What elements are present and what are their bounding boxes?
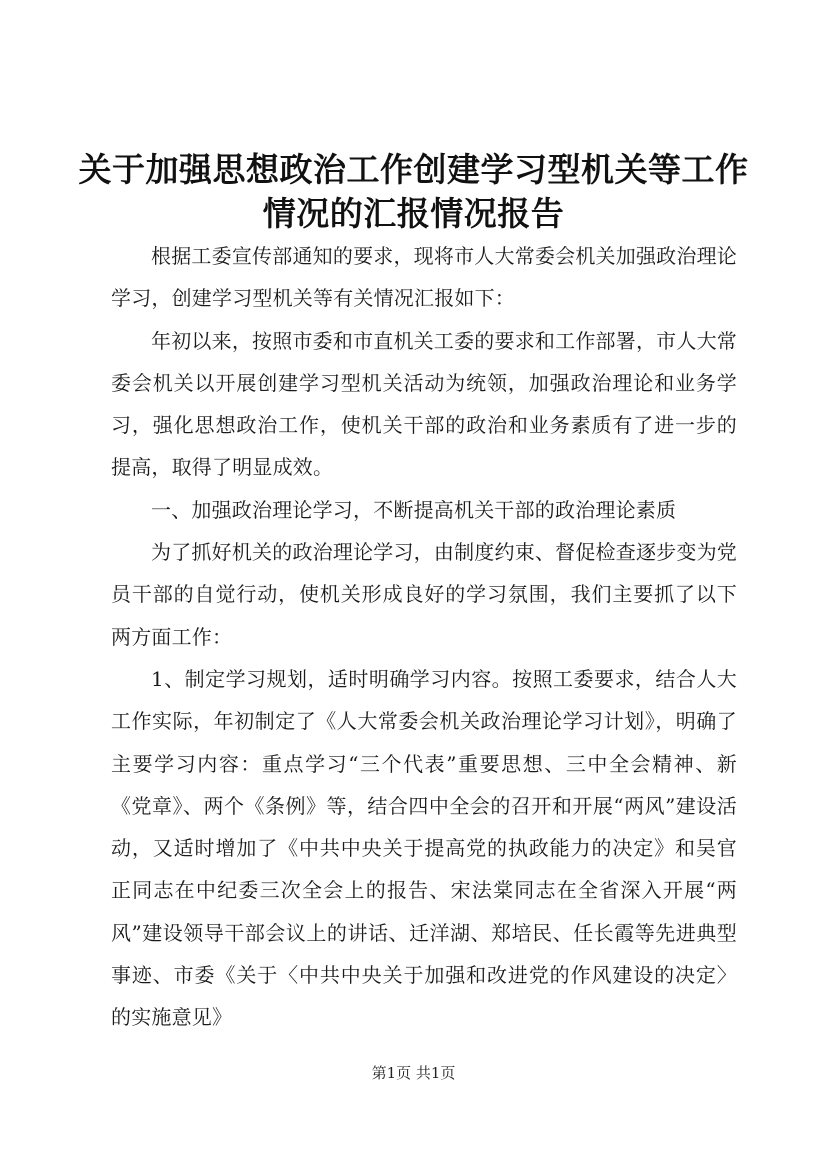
- document-title: [60, 148, 767, 236]
- paragraph-overview: 年初以来，按照市委和市直机关工委的要求和工作部署，市人大常委会机关以开展创建学习型机关活动为统领，加强政治理论和业务学习，强化思想政治工作，使机关干部的政治和业务素质有了进一步的提高，取得了明显成效。: [111, 328, 737, 480]
- document-body: [111, 235, 737, 1039]
- paragraph-section-1: 为了抓好机关的政治理论学习，由制度约束、督促检查逐步变为党员干部的自觉行动，使机关形成良好的学习氛围，我们主要抓了以下两方面工作：: [111, 540, 737, 649]
- paragraph-item-1: 1、制定学习规划，适时明确学习内容。按照工委要求，结合人大工作实际，年初制定了《人大常委会机关政治理论学习计划》，明确了主要学习内容：重点学习“三个代表”重要思想、三中全会精神、新《党章》、两个《条例》等，结合四中全会的召开和开展“两风”建设活动，又适时增加了《中共中央关于提高党的执政能力的决定》和吴官正同志在中纪委三次全会上的报告、宋法棠同志在全省深入开展“两风”建设领导干部会议上的讲话、迁洋湖、郑培民、任长霞等先进典型事迹、市委《关于〈中共中央关于加强和改进党的作风建设的决定〉的实施意见》: [111, 666, 737, 1030]
- title-line-1: 关于加强思想政治工作创建学习型机关等工作: [78, 150, 749, 189]
- page-footer: 第1页 共1页: [371, 1064, 456, 1082]
- title-line-2: 情况的汇报情况报告: [262, 194, 565, 233]
- paragraph-intro: 根据工委宣传部通知的要求，现将市人大常委会机关加强政治理论学习，创建学习型机关等有关情况汇报如下：: [111, 244, 737, 311]
- section-heading-1: 一、加强政治理论学习，不断提高机关干部的政治理论素质: [151, 497, 677, 522]
